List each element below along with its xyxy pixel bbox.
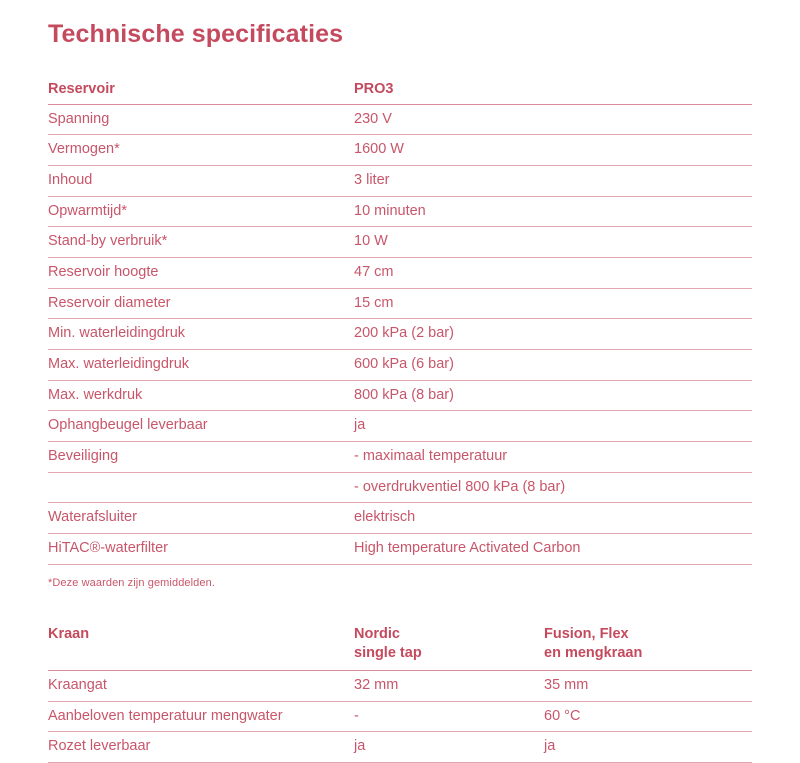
table-row xyxy=(48,503,752,534)
page-title: Technische specificaties xyxy=(48,20,344,48)
table-row xyxy=(48,319,752,350)
table-row xyxy=(48,472,752,503)
tap-value-fusion: ja xyxy=(544,732,752,763)
spec-label: Waterafsluiter xyxy=(48,503,354,534)
column-header-fusion xyxy=(544,619,752,671)
spec-label: Opwarmtijd* xyxy=(48,196,354,227)
reservoir-spec-table xyxy=(48,75,752,565)
table-row xyxy=(48,442,752,473)
tap-value-nordic: 32 mm xyxy=(354,670,544,701)
tap-value-nordic: - xyxy=(354,701,544,732)
tap-value-fusion: 35 mm xyxy=(544,670,752,701)
column-header-kraan xyxy=(48,619,354,671)
spec-label: Stand-by verbruik* xyxy=(48,227,354,258)
spec-label: Reservoir diameter xyxy=(48,288,354,319)
table-row xyxy=(48,411,752,442)
table-header-row xyxy=(48,619,752,671)
spec-label: Min. waterleidingdruk xyxy=(48,319,354,350)
table-row xyxy=(48,534,752,565)
tap-label: Kraangat xyxy=(48,670,354,701)
table-row xyxy=(48,350,752,381)
column-header-fusion-line1: Fusion, Flex xyxy=(544,625,629,642)
spec-value: 10 W xyxy=(354,227,752,258)
table-row xyxy=(48,670,752,701)
spec-value: 230 V xyxy=(354,104,752,135)
spec-label: Beveiliging xyxy=(48,442,354,473)
table-footnote: *Deze waarden zijn gemiddelden. xyxy=(48,576,215,589)
spec-value: 600 kPa (6 bar) xyxy=(354,350,752,381)
spec-value: 3 liter xyxy=(354,166,752,197)
spec-value: High temperature Activated Carbon xyxy=(354,534,752,565)
spec-label: Vermogen* xyxy=(48,135,354,166)
tap-spec-table xyxy=(48,619,752,763)
table-row xyxy=(48,288,752,319)
spec-label: Spanning xyxy=(48,104,354,135)
spec-value: - overdrukventiel 800 kPa (8 bar) xyxy=(354,472,752,503)
table-row xyxy=(48,380,752,411)
table-row xyxy=(48,701,752,732)
column-header-nordic-line2: single tap xyxy=(354,645,422,662)
section-spacer xyxy=(48,589,752,619)
tap-label: Rozet leverbaar xyxy=(48,732,354,763)
spec-label: Reservoir hoogte xyxy=(48,258,354,289)
table-row xyxy=(48,227,752,258)
spec-label: Max. werkdruk xyxy=(48,380,354,411)
column-header-fusion-line2: en mengkraan xyxy=(544,645,643,662)
spec-label xyxy=(48,472,354,503)
spec-value: elektrisch xyxy=(354,503,752,534)
column-header-nordic-line1: Nordic xyxy=(354,625,400,642)
tap-value-fusion: 60 °C xyxy=(544,701,752,732)
table-row xyxy=(48,166,752,197)
tap-value-nordic: ja xyxy=(354,732,544,763)
table-row xyxy=(48,732,752,763)
spec-value: 10 minuten xyxy=(354,196,752,227)
spec-label: Max. waterleidingdruk xyxy=(48,350,354,381)
table-row xyxy=(48,135,752,166)
column-header-nordic xyxy=(354,619,544,671)
tap-label: Aanbeloven temperatuur mengwater xyxy=(48,701,354,732)
spec-value: ja xyxy=(354,411,752,442)
spec-label: Ophangbeugel leverbaar xyxy=(48,411,354,442)
table-row xyxy=(48,104,752,135)
table-row xyxy=(48,258,752,289)
table-row xyxy=(48,196,752,227)
spec-value: 800 kPa (8 bar) xyxy=(354,380,752,411)
spec-value: 1600 W xyxy=(354,135,752,166)
column-header-kraan-line1: Kraan xyxy=(48,625,90,642)
spec-label: HiTAC®-waterfilter xyxy=(48,534,354,565)
spec-label: Inhoud xyxy=(48,166,354,197)
column-header-reservoir: Reservoir xyxy=(48,75,354,104)
column-header-pro3: PRO3 xyxy=(354,75,752,104)
spec-value: 47 cm xyxy=(354,258,752,289)
table-header-row xyxy=(48,75,752,104)
spec-value: 15 cm xyxy=(354,288,752,319)
spec-value: 200 kPa (2 bar) xyxy=(354,319,752,350)
spec-value: - maximaal temperatuur xyxy=(354,442,752,473)
